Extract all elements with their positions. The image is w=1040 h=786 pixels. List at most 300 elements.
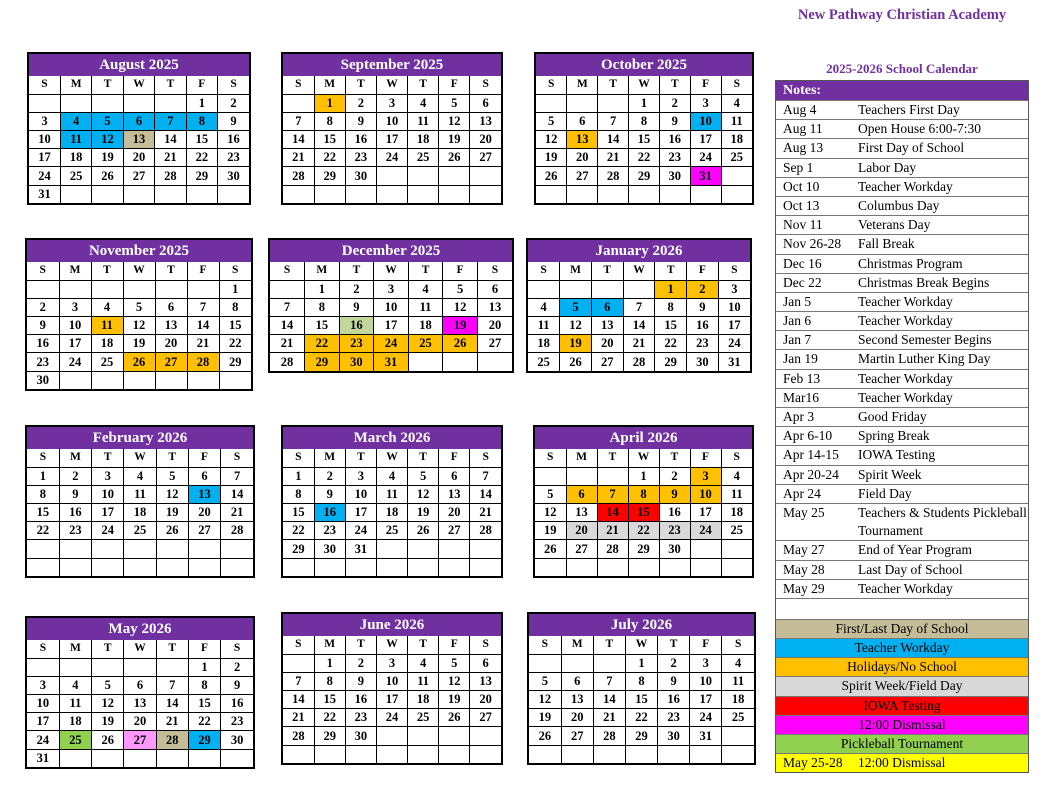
day-cell: 23 (27, 353, 59, 371)
day-cell: 18 (408, 691, 439, 709)
empty-cell (591, 280, 623, 298)
day-cell: 19 (439, 131, 470, 149)
day-cell: 24 (376, 709, 407, 727)
legend-item: First/Last Day of School (776, 619, 1028, 638)
note-date: Jan 5 (783, 293, 812, 309)
note-text: Teacher Workday (858, 313, 953, 329)
empty-cell (376, 558, 407, 576)
day-cell: 6 (470, 654, 501, 672)
empty-cell (123, 94, 154, 112)
empty-cell (188, 540, 220, 558)
day-cell: 5 (536, 112, 567, 130)
weekday-header: F (187, 262, 219, 280)
empty-cell (593, 745, 625, 763)
month-calendar (281, 425, 503, 578)
day-cell: 26 (439, 709, 470, 727)
day-cell: 20 (439, 504, 470, 522)
day-cell: 12 (529, 691, 561, 709)
note-date: Apr 14-15 (783, 447, 839, 463)
day-cell: 16 (314, 504, 345, 522)
day-cell: 17 (376, 131, 407, 149)
day-cell: 2 (345, 654, 376, 672)
note-date: Jan 7 (783, 332, 812, 348)
day-cell: 6 (439, 467, 470, 485)
day-cell: 8 (655, 298, 687, 316)
day-cell: 10 (376, 112, 407, 130)
month-calendar (27, 52, 251, 205)
day-cell: 8 (283, 485, 314, 503)
note-row (776, 579, 1028, 598)
weekday-header: T (659, 449, 690, 467)
note-date: Dec 16 (783, 255, 822, 271)
weekday-header: S (27, 449, 59, 467)
weekday-header: T (156, 640, 188, 658)
day-cell: 12 (536, 131, 567, 149)
legend-item: Teacher Workday (776, 638, 1028, 657)
day-cell: 16 (59, 504, 91, 522)
weekday-header: W (124, 449, 156, 467)
legend-label: 12:00 Dismissal (858, 755, 946, 771)
empty-cell (625, 745, 657, 763)
day-cell: 20 (567, 149, 598, 167)
weekday-header: T (345, 449, 376, 467)
legend (776, 619, 1028, 753)
day-cell: 30 (345, 727, 376, 745)
day-cell: 31 (690, 727, 722, 745)
empty-cell (156, 658, 188, 676)
month-title: December 2025 (270, 240, 512, 262)
day-cell: 12 (123, 317, 155, 335)
legend-item: IOWA Testing (776, 696, 1028, 715)
note-row (776, 540, 1028, 559)
day-cell: 4 (124, 467, 156, 485)
day-cell: 18 (59, 713, 91, 731)
day-cell: 22 (188, 713, 220, 731)
day-cell: 7 (470, 467, 501, 485)
empty-cell (91, 371, 123, 389)
note-text: Labor Day (858, 159, 917, 175)
empty-cell (345, 185, 376, 203)
empty-cell (92, 185, 123, 203)
day-cell: 21 (598, 149, 629, 167)
day-cell: 23 (345, 709, 376, 727)
day-cell: 26 (535, 540, 566, 558)
day-cell: 25 (721, 149, 752, 167)
day-cell: 13 (123, 131, 154, 149)
day-cell: 17 (690, 504, 721, 522)
day-cell: 8 (314, 672, 345, 690)
day-cell: 8 (305, 298, 340, 316)
day-cell: 5 (92, 112, 123, 130)
empty-cell (721, 167, 752, 185)
day-cell: 3 (374, 280, 409, 298)
day-cell: 24 (29, 167, 60, 185)
weekday-header: M (561, 636, 593, 654)
note-row (776, 234, 1028, 253)
note-row (776, 465, 1028, 484)
day-cell: 22 (219, 335, 251, 353)
day-cell: 30 (658, 727, 690, 745)
note-row (776, 138, 1028, 157)
empty-cell (124, 749, 156, 767)
note-row (776, 445, 1028, 464)
empty-cell (408, 167, 439, 185)
empty-cell (443, 353, 478, 371)
empty-cell (270, 280, 305, 298)
weekday-header: S (283, 449, 314, 467)
empty-cell (124, 540, 156, 558)
empty-cell (27, 280, 59, 298)
day-cell: 14 (470, 485, 501, 503)
empty-cell (155, 280, 187, 298)
day-cell: 23 (59, 522, 91, 540)
empty-cell (221, 558, 253, 576)
notes-header: Notes: (776, 81, 1028, 100)
day-cell: 28 (598, 167, 629, 185)
note-date: Apr 3 (783, 409, 815, 424)
day-cell: 11 (124, 485, 156, 503)
day-cell: 21 (593, 709, 625, 727)
day-cell: 16 (659, 504, 690, 522)
day-cell: 1 (625, 654, 657, 672)
day-cell: 21 (187, 335, 219, 353)
day-cell: 16 (345, 691, 376, 709)
day-cell: 8 (314, 112, 345, 130)
day-cell: 11 (91, 317, 123, 335)
empty-cell (59, 371, 91, 389)
empty-cell (722, 745, 754, 763)
empty-cell (186, 185, 217, 203)
note-row (776, 330, 1028, 349)
month-calendar (25, 425, 255, 578)
day-cell: 12 (439, 672, 470, 690)
empty-cell (188, 749, 220, 767)
note-text: Good Friday (858, 409, 927, 424)
day-cell: 19 (92, 713, 124, 731)
day-cell: 19 (439, 691, 470, 709)
day-cell: 26 (443, 335, 478, 353)
day-cell: 29 (186, 167, 217, 185)
note-row (776, 388, 1028, 407)
weekday-header: S (529, 636, 561, 654)
weekday-header: S (27, 262, 59, 280)
day-cell: 2 (659, 94, 690, 112)
note-text: Fall Break (858, 236, 915, 252)
day-cell: 20 (188, 504, 220, 522)
day-cell: 20 (591, 335, 623, 353)
weekday-header: F (186, 76, 217, 94)
day-cell: 21 (597, 522, 628, 540)
empty-cell (218, 185, 249, 203)
day-cell: 22 (314, 149, 345, 167)
day-cell: 5 (92, 676, 124, 694)
day-cell: 14 (597, 504, 628, 522)
day-cell: 7 (221, 467, 253, 485)
weekday-header: T (593, 636, 625, 654)
empty-cell (623, 280, 655, 298)
day-cell: 29 (625, 727, 657, 745)
day-cell: 26 (408, 522, 439, 540)
note-text: Teachers First Day (858, 102, 960, 117)
empty-cell (314, 185, 345, 203)
day-cell: 14 (270, 317, 305, 335)
month-title: January 2026 (528, 240, 750, 262)
day-cell: 28 (593, 727, 625, 745)
weekday-header: T (659, 76, 690, 94)
day-cell: 14 (156, 695, 188, 713)
day-cell: 29 (283, 540, 314, 558)
empty-cell (535, 558, 566, 576)
note-text: Teacher Workday (858, 293, 953, 309)
weekday-header: S (219, 262, 251, 280)
day-cell: 29 (314, 167, 345, 185)
weekday-header: M (60, 76, 91, 94)
weekday-header: F (188, 640, 220, 658)
day-cell: 4 (722, 654, 754, 672)
note-row (776, 273, 1028, 292)
month-title: February 2026 (27, 427, 253, 449)
day-cell: 1 (314, 654, 345, 672)
day-cell: 15 (314, 131, 345, 149)
notes-panel (775, 80, 1029, 773)
day-cell: 8 (629, 112, 660, 130)
day-cell: 27 (470, 149, 501, 167)
weekday-header: T (598, 76, 629, 94)
month-calendar (25, 616, 255, 769)
day-cell: 10 (690, 112, 721, 130)
weekday-header: T (408, 636, 439, 654)
day-cell: 3 (690, 94, 721, 112)
empty-cell (376, 185, 407, 203)
month-calendar (268, 238, 514, 373)
day-cell: 16 (659, 131, 690, 149)
day-cell: 23 (345, 149, 376, 167)
day-cell: 18 (124, 504, 156, 522)
legend-item: Pickleball Tournament (776, 734, 1028, 753)
day-cell: 16 (339, 317, 374, 335)
empty-cell (156, 749, 188, 767)
day-cell: 29 (655, 353, 687, 371)
day-cell: 14 (598, 131, 629, 149)
day-cell: 24 (718, 335, 750, 353)
month-title: July 2026 (529, 614, 754, 636)
weekday-header: T (345, 636, 376, 654)
empty-cell (567, 94, 598, 112)
day-cell: 8 (188, 676, 220, 694)
day-cell: 16 (658, 691, 690, 709)
day-cell: 17 (718, 317, 750, 335)
weekday-header: S (528, 262, 560, 280)
day-cell: 1 (27, 467, 59, 485)
day-cell: 13 (155, 317, 187, 335)
day-cell: 4 (91, 298, 123, 316)
day-cell: 30 (314, 540, 345, 558)
day-cell: 23 (339, 335, 374, 353)
day-cell: 10 (374, 298, 409, 316)
day-cell: 17 (27, 713, 59, 731)
day-cell: 31 (27, 749, 59, 767)
day-cell: 25 (124, 522, 156, 540)
weekday-header: S (270, 262, 305, 280)
day-cell: 19 (535, 522, 566, 540)
day-cell: 12 (408, 485, 439, 503)
empty-cell (439, 727, 470, 745)
empty-cell (123, 280, 155, 298)
weekday-header: M (305, 262, 340, 280)
day-cell: 5 (439, 654, 470, 672)
day-cell: 9 (345, 672, 376, 690)
weekday-header: F (690, 76, 721, 94)
day-cell: 25 (408, 709, 439, 727)
day-cell: 15 (625, 691, 657, 709)
day-cell: 7 (598, 112, 629, 130)
note-date: Oct 13 (783, 197, 820, 213)
weekday-header: W (376, 449, 407, 467)
day-cell: 9 (339, 298, 374, 316)
day-cell: 18 (376, 504, 407, 522)
day-cell: 2 (218, 94, 249, 112)
month-title: April 2026 (535, 427, 752, 449)
day-cell: 18 (91, 335, 123, 353)
note-row (776, 215, 1028, 234)
weekday-header: M (567, 76, 598, 94)
day-cell: 5 (439, 94, 470, 112)
day-cell: 15 (27, 504, 59, 522)
weekday-header: S (470, 449, 501, 467)
day-cell: 13 (439, 485, 470, 503)
day-cell: 14 (283, 691, 314, 709)
day-cell: 30 (687, 353, 719, 371)
note-row (776, 484, 1028, 503)
day-cell: 1 (655, 280, 687, 298)
day-cell: 13 (470, 672, 501, 690)
empty-cell (439, 558, 470, 576)
weekday-header: T (655, 262, 687, 280)
empty-cell (629, 185, 660, 203)
day-cell: 31 (690, 167, 721, 185)
day-cell: 1 (188, 658, 220, 676)
day-cell: 21 (155, 149, 186, 167)
note-row (776, 349, 1028, 368)
month-calendar (526, 238, 752, 373)
day-cell: 4 (60, 112, 91, 130)
day-cell: 24 (92, 522, 124, 540)
day-cell: 8 (27, 485, 59, 503)
day-cell: 13 (591, 317, 623, 335)
day-cell: 13 (561, 691, 593, 709)
weekday-header: W (623, 262, 655, 280)
empty-cell (690, 540, 721, 558)
empty-cell (124, 558, 156, 576)
note-text: End of Year Program (858, 542, 972, 558)
day-cell: 9 (221, 676, 253, 694)
day-cell: 1 (186, 94, 217, 112)
legend-date: May 25-28 (783, 755, 843, 771)
day-cell: 20 (566, 522, 597, 540)
empty-cell (408, 745, 439, 763)
day-cell: 25 (408, 149, 439, 167)
note-date: May 25 (783, 504, 825, 520)
empty-cell (221, 749, 253, 767)
day-cell: 17 (29, 149, 60, 167)
day-cell: 13 (188, 485, 220, 503)
empty-cell (219, 371, 251, 389)
day-cell: 31 (718, 353, 750, 371)
empty-cell (721, 540, 752, 558)
day-cell: 18 (528, 335, 560, 353)
empty-cell (560, 280, 592, 298)
weekday-header: T (408, 449, 439, 467)
note-date: Jan 6 (783, 313, 812, 329)
day-cell: 5 (529, 672, 561, 690)
day-cell: 22 (186, 149, 217, 167)
note-row (776, 560, 1028, 579)
day-cell: 2 (27, 298, 59, 316)
note-date: May 28 (783, 561, 825, 577)
day-cell: 17 (59, 335, 91, 353)
weekday-header: S (721, 449, 752, 467)
note-row (776, 254, 1028, 273)
day-cell: 24 (374, 335, 409, 353)
note-row (776, 196, 1028, 215)
day-cell: 20 (477, 317, 512, 335)
day-cell: 26 (92, 731, 124, 749)
day-cell: 3 (29, 112, 60, 130)
empty-cell (439, 185, 470, 203)
day-cell: 30 (221, 731, 253, 749)
weekday-header: M (314, 449, 345, 467)
empty-cell (188, 558, 220, 576)
note-text: Spring Break (858, 428, 930, 444)
day-cell: 7 (187, 298, 219, 316)
empty-cell (376, 540, 407, 558)
day-cell: 28 (156, 731, 188, 749)
day-cell: 24 (27, 731, 59, 749)
day-cell: 5 (535, 485, 566, 503)
day-cell: 3 (92, 467, 124, 485)
day-cell: 6 (124, 676, 156, 694)
day-cell: 9 (345, 112, 376, 130)
day-cell: 30 (218, 167, 249, 185)
weekday-header: F (439, 76, 470, 94)
day-cell: 26 (536, 167, 567, 185)
note-text: Field Day (858, 485, 912, 501)
weekday-header: T (339, 262, 374, 280)
day-cell: 30 (659, 540, 690, 558)
day-cell: 1 (305, 280, 340, 298)
month-calendar (527, 612, 756, 765)
day-cell: 4 (721, 467, 752, 485)
day-cell: 28 (283, 727, 314, 745)
empty-cell (529, 745, 561, 763)
empty-cell (92, 558, 124, 576)
weekday-header: M (314, 636, 345, 654)
note-text: Open House 6:00-7:30 (858, 121, 981, 137)
day-cell: 20 (561, 709, 593, 727)
empty-cell (690, 185, 721, 203)
day-cell: 4 (376, 467, 407, 485)
day-cell: 15 (628, 504, 659, 522)
day-cell: 7 (283, 672, 314, 690)
day-cell: 23 (221, 713, 253, 731)
empty-cell (91, 280, 123, 298)
day-cell: 5 (156, 467, 188, 485)
day-cell: 29 (629, 167, 660, 185)
day-cell: 9 (27, 317, 59, 335)
empty-cell (536, 185, 567, 203)
empty-cell (567, 185, 598, 203)
day-cell: 2 (659, 467, 690, 485)
